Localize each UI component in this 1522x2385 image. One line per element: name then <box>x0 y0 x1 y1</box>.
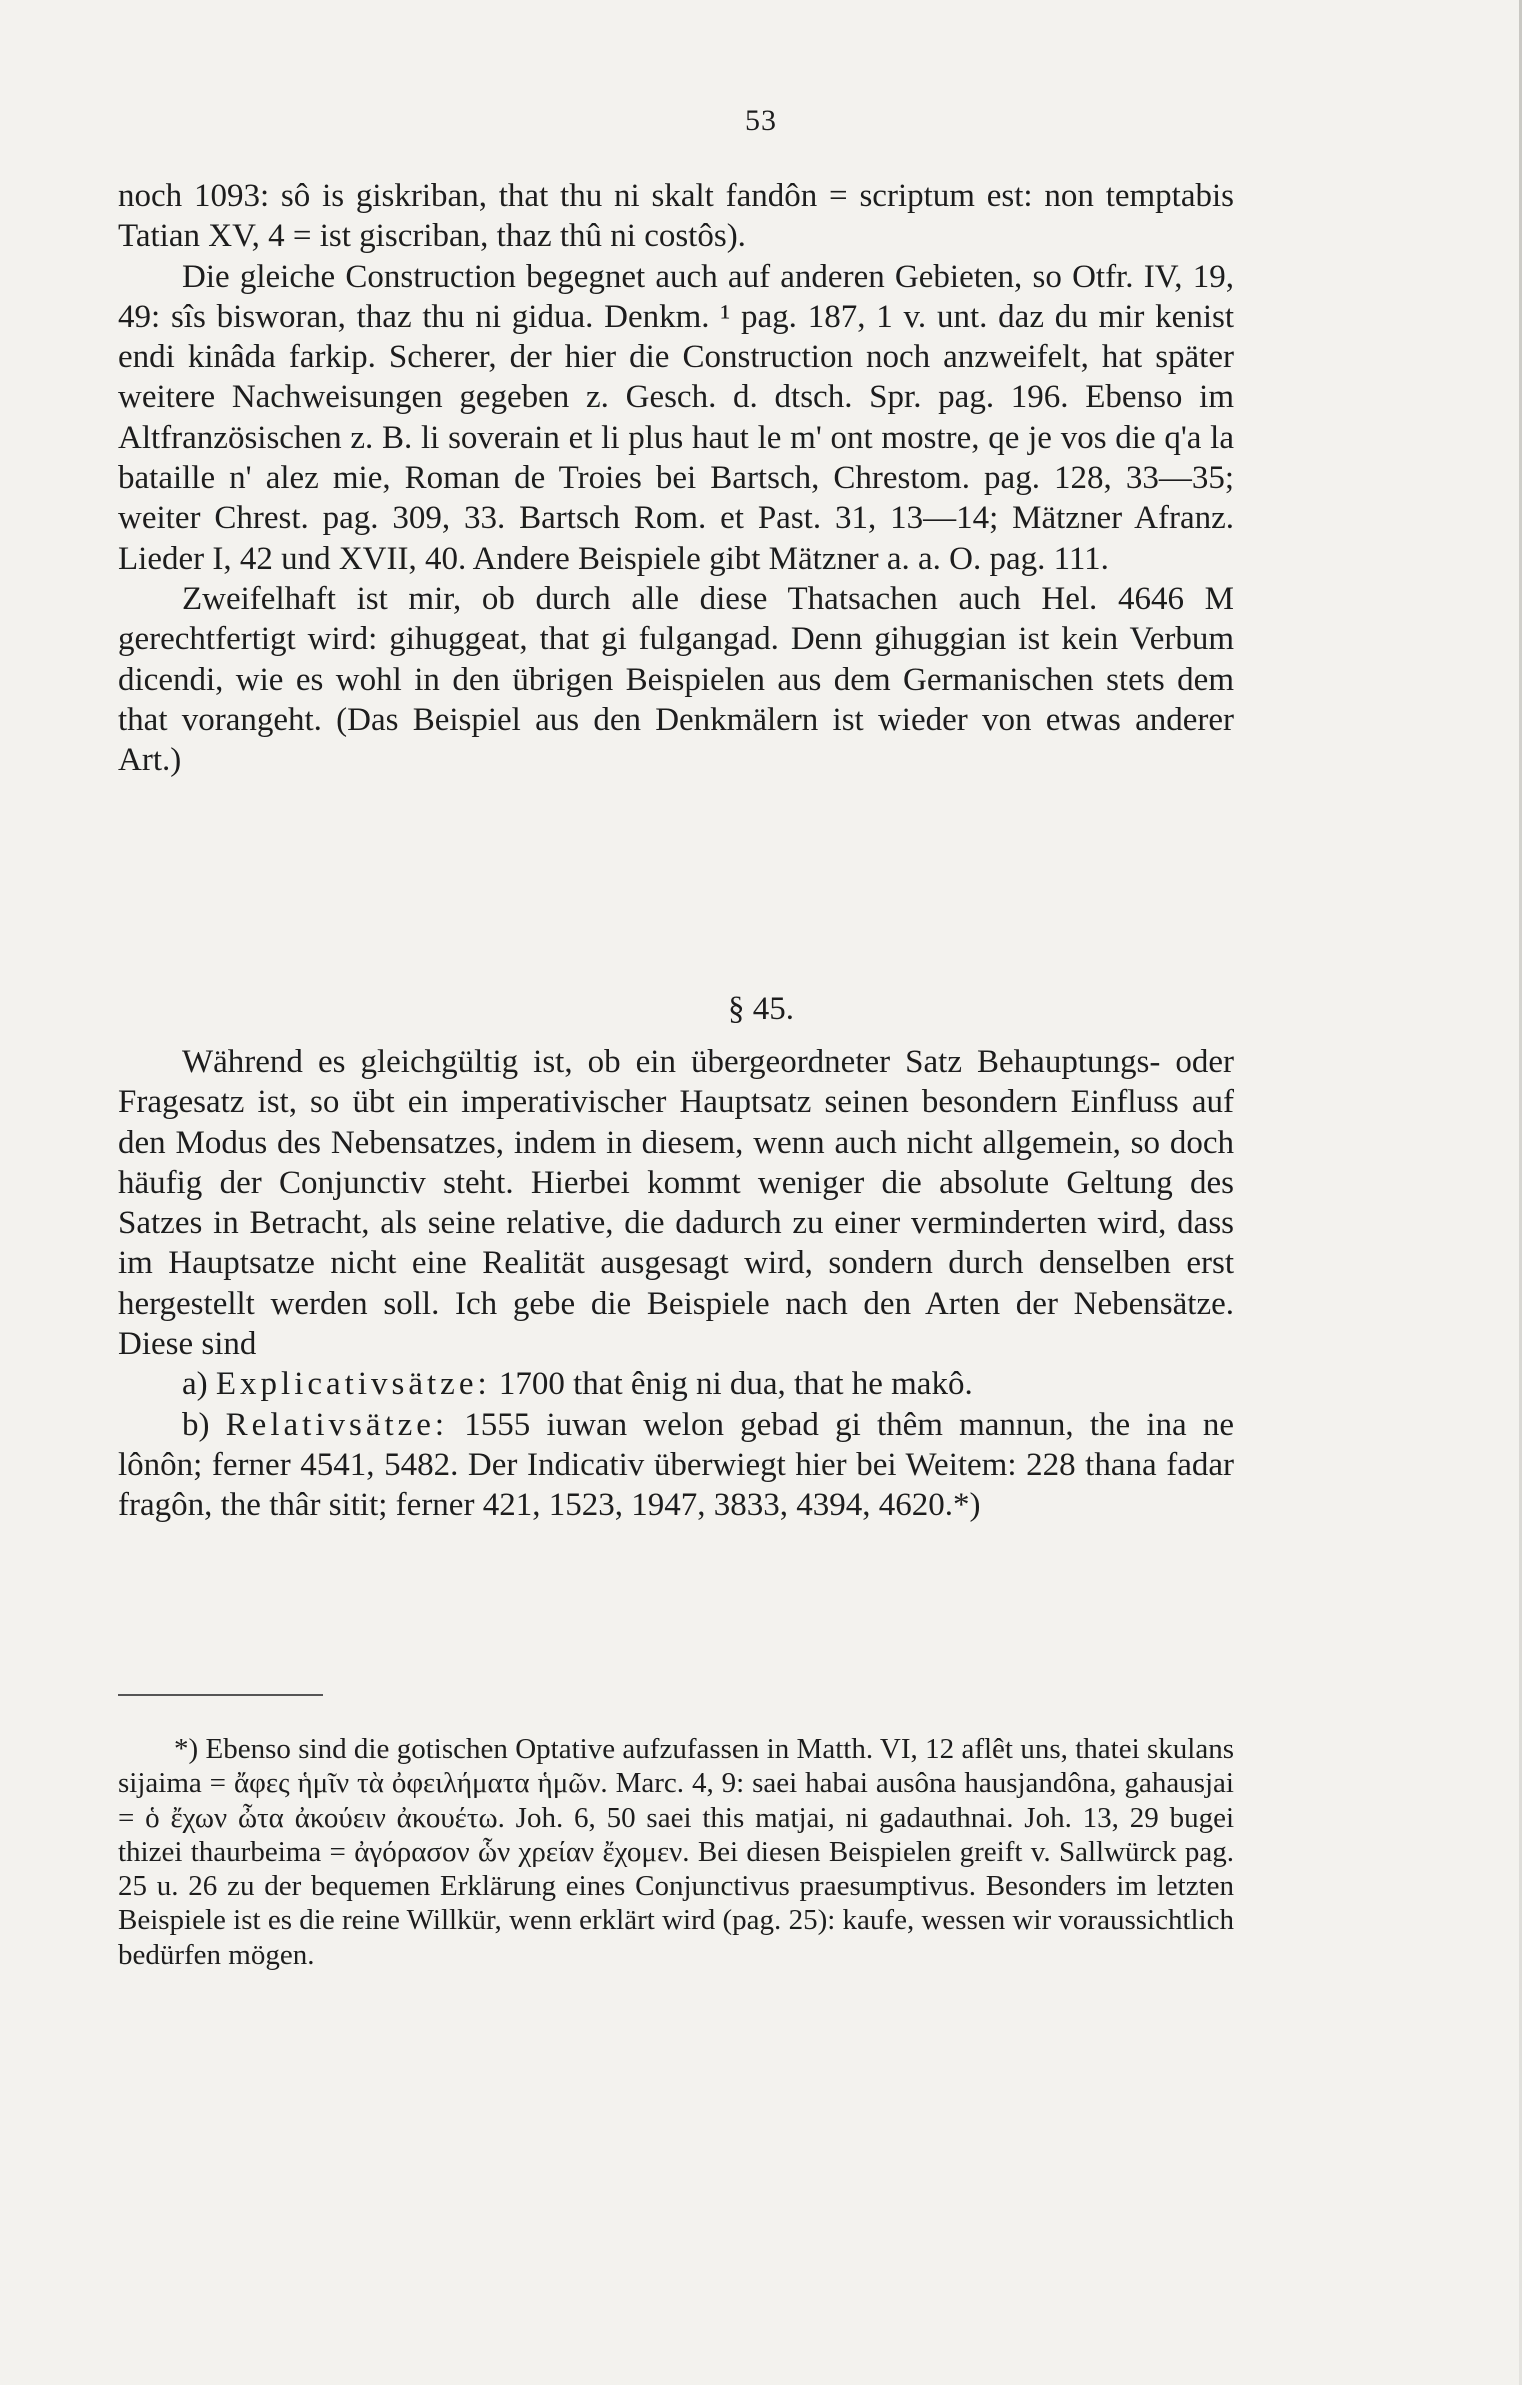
section-heading: § 45. <box>728 991 794 1027</box>
paragraph-imperative: Während es gleichgültig ist, ob ein übergeordneter Satz Behauptungs- oder Fragesatz ist, so übt ein imperativischer Hauptsatz seinen besondern Einfluss auf den Modus des Nebensatzes, indem in diesem, wenn auch nicht allgemein, so doch häufig der Conjunctiv steht. Hierbei kommt weniger die absolute Geltung des Satzes in Betracht, als seine relative, die dadurch zu einer verminderten wird, dass im Hauptsatze nicht eine Realität ausgesagt wird, sondern durch denselben erst hergestellt werden soll. Ich gebe die Beispiele nach den Arten der Nebensätze. Diese sind <box>118 1044 1234 1363</box>
list-item-a-term: Explicativsätze: <box>215 1366 491 1403</box>
main-text-top <box>118 176 1234 780</box>
footnote-text: *) Ebenso sind die gotischen Optative aufzufassen in Matth. VI, 12 aflêt uns, thatei skulans sijaima = ἄφες ἡμῖν τὰ ὀφειλήματα ἡμῶν. Marc. 4, 9: saei habai ausôna hausjandôna, gahausjai = ὁ ἔχων ὦτα ἀκούειν ἀκουέτω. Joh. 6, 50 saei this matjai, ni gadauthnai. Joh. 13, 29 bugei thizei thaurbeima = ἀγόρασον ὧν χρείαν ἔχομεν. Bei diesen Beispielen greift v. Sallwürck pag. 25 u. 26 zu der bequemen Erklärung eines Conjunctivus praesumptivus. Besonders im letzten Beispiele ist es die reine Willkür, wenn erklärt wird (pag. 25): kaufe, wessen wir voraussichtlich bedürfen mögen. <box>118 1733 1234 1971</box>
list-item-b-label: b) <box>182 1406 226 1443</box>
list-item-a <box>118 1364 1234 1404</box>
page-number: 53 <box>745 104 777 137</box>
list-item-a-text: 1700 that ênig ni dua, that he makô. <box>490 1366 973 1403</box>
footnote-divider <box>118 1694 323 1696</box>
paragraph-construction: Die gleiche Construction begegnet auch auf anderen Gebieten, so Otfr. IV, 19, 49: sîs bisworan, thaz thu ni gidua. Denkm. ¹ pag. 187, 1 v. unt. daz du mir kenist endi kinâda farkip. Scherer, der hier die Construction noch anzweifelt, hat später weitere Nachweisungen gegeben z. Gesch. d. dtsch. Spr. pag. 196. Ebenso im Altfranzösischen z. B. li soverain et li plus haut le m' ont mostre, qe je vos die q'a la bataille n' alez mie, Roman de Troies bei Bartsch, Chrestom. pag. 128, 33—35; weiter Chrest. pag. 309, 33. Bartsch Rom. et Past. 31, 13—14; Mätzner Afranz. Lieder I, 42 und XVII, 40. Andere Beispiele gibt Mätzner a. a. O. pag. 111. <box>118 258 1234 577</box>
paragraph-doubt: Zweifelhaft ist mir, ob durch alle diese Thatsachen auch Hel. 4646 M gerechtfertigt wird: gihuggeat, that gi fulgangad. Denn gihuggian ist kein Verbum dicendi, wie es wohl in den übrigen Beispielen aus dem Germanischen stets dem that vorangeht. (Das Beispiel aus den Denkmälern ist wieder von etwas anderer Art.) <box>118 580 1234 779</box>
list-item-b <box>118 1405 1234 1526</box>
list-item-b-term: Relativsätze: <box>225 1406 449 1443</box>
footnote <box>118 1732 1234 1972</box>
main-text-bottom <box>118 1042 1234 1526</box>
list-item-a-label: a) <box>182 1366 216 1403</box>
list-item-b-text: 1555 iuwan welon gebad gi thêm mannun, the ina ne lônôn; ferner 4541, 5482. Der Indicativ überwiegt hier bei Weitem: 228 thana fadar fragôn, the thâr sitit; ferner 421, 1523, 1947, 3833, 4394, 4620.*) <box>118 1406 1234 1524</box>
paragraph-continuation: noch 1093: sô is giskriban, that thu ni skalt fandôn = scriptum est: non temptabis Tatian XV, 4 = ist giscriban, thaz thû ni costôs). <box>118 178 1234 255</box>
